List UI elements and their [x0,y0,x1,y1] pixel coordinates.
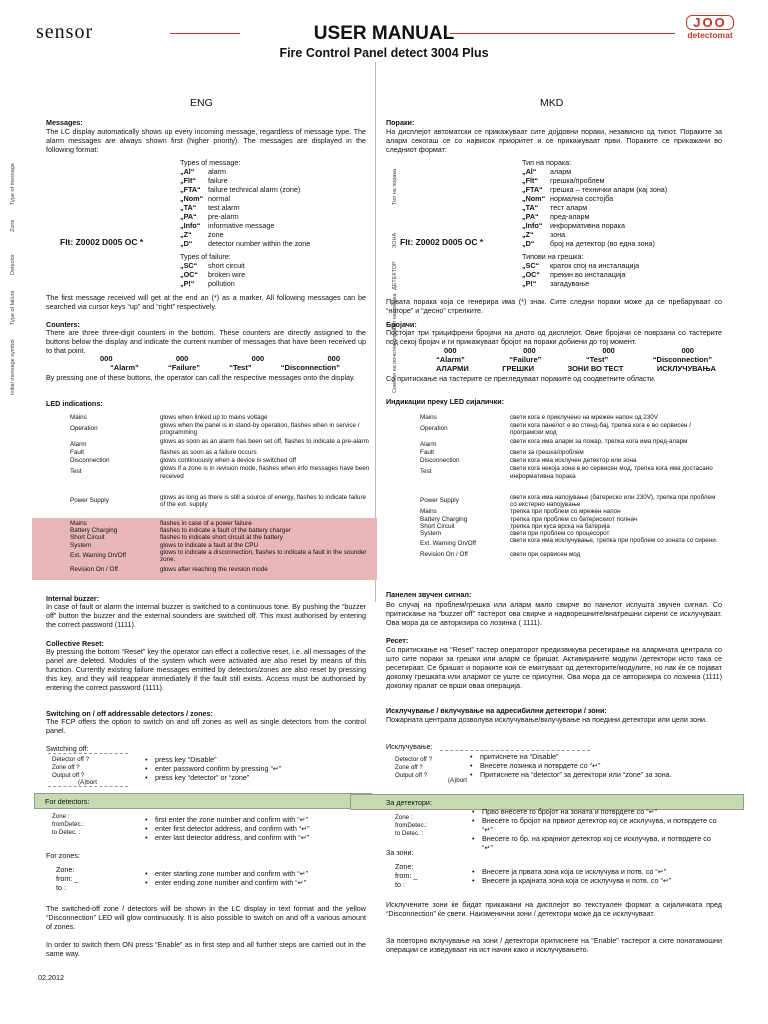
mkd-switch-head: Исклучување / вклучување на адресибилни детектори / зони: [386,706,607,715]
eng-counters-body: There are three three-digit counters in the bottom. These counters are directly assigned to the buttons below the display and indicate the current number of messages that have been received up to that point. [46,328,366,355]
eng-abort: (A)bort [78,779,97,786]
mkd-reset-body: Со притискање на “Reset” тастер операторот предизвикува ресетирање на алармната централа со што сите пораки за грешки или аларм се бришат. Активираните модули /детектори исто така се ресетираат. Се бришат и пораките кои се емитуваат од детекторите/модулите, но пак ќе се појават доколку грешката или алармот се уште се присутни. Ова мора да се авторизира со лозинка (1111) доколку пралат се врши оваа операција. [386,645,722,690]
side-label-initial: Initial message symbol [10,339,16,395]
eng-reset-head: Collective Reset: [46,639,104,648]
mkd-header: MKD [540,97,564,109]
eng-messages-head: Messages: [46,118,83,127]
mkd-menu: Detector off ? Zone off ? Output off ? [395,756,433,779]
eng-switch-head: Switching on / off addressable detectors / zones: [46,709,213,718]
mkd-switching-off: Исклучување: [386,742,433,751]
mkd-for-detectors-bar: За детектори: [350,794,744,810]
eng-switching-off: Switching off: [46,744,89,753]
mkd-det-steps: • Прво внесете го бројот на зоната и потврдете со “↵” • Внесете го бројот на првиот детектор кој се исклучува, и потврдете со “↵” • Внесете го бр. на крајниот детектор кој се исклучува, и потврдете со “↵” [482,807,722,852]
side-label-detector: Detector [10,254,16,275]
eng-counters-after: By pressing one of these buttons, the operator can call the respective messages onto the display. [46,373,356,382]
mkd-end-1: Исклучените зони ќе бидат прикажани на дисплејот во текстуален формат а сијаличката пред “Disconnection” ќе свети. Наизменични зони / детектори може да се исклучуваат. [386,900,722,918]
mkd-side-type: Тип на порака [392,168,398,205]
eng-det-form: Zone : fromDetec.: to Detec. : [52,813,84,836]
eng-messages-body: The LC display automatically shows up every incoming message, regardless of message type. The alarm messages are always shown first (higher priority). The messages are displayed in the following format: [46,127,366,154]
mkd-led-head: Индикации преку LED сијалички: [386,397,505,406]
doc-date: 02.2012 [38,973,64,982]
mkd-counters-head: Бројачи: [386,320,417,329]
eng-led-head: LED indications: [46,399,103,408]
side-label-zone: Zone [10,219,16,232]
mkd-zone-steps: • Внесете ја првата зона која се исклучува и потв. со “↵” • Внесете ја крајната зона која се исклучува и потв. со “↵” [482,867,722,885]
eng-switch-steps: • press key “Disable” • enter password confirm by pressing “↵” • press key “detector” or “zone” [155,755,281,782]
eng-types-list: „Al“ alarm „Flt“ failure „FTA“ failure technical alarm (zone) „Nom“ normal „TA“ test alarm „PA“ pre-alarm „Info“ informative message „Z“ zone „D“ detector number within the zone [180,167,311,248]
mkd-counter-labels: “Alarm” “Failure” “Test” “Disconnection” [436,355,712,364]
page-subtitle: Fire Control Panel detect 3004 Plus [279,46,489,60]
mkd-counters-after: Со притискање на тастерите се прегледуваат пораките од соодветните области. [386,374,656,383]
eng-buzzer-head: Internal buzzer: [46,594,100,603]
mkd-buzzer-head: Панелен звучен сигнал: [386,590,472,599]
mkd-end-2: За повторно вклучување на зони / детектори притиснете на “Enable” тастерот а сите понатамошни операции се изведуваат на ист начин како и исклучувањето. [386,936,722,954]
mkd-abort: (A)bort [448,777,467,784]
eng-end-2: In order to switch them ON press “Enable” as in first step and all further steps are carried out in the same way. [46,940,366,958]
mkd-for-zones: За зони: [386,848,414,857]
mkd-switch-steps: • притиснете на “Disable” • Внесете лозинка и потврдете со “↵” • Притиснете на “detector” за детектори или “zone” за зона. [480,752,672,779]
eng-switch-body: The FCP offers the option to switch on and off zones as well as single detectors from the control panel. [46,717,366,735]
eng-first-message: The first message received will get at the end an (*) as a marker. All following messages can be searched via cursor keys “up” and “right” respectively. [46,293,366,311]
eng-menu-frame-bottom [48,786,128,787]
eng-zone-steps: • enter starting zone number and confirm with “↵” • enter ending zone number and confirm with “↵” [155,869,308,887]
eng-for-zones: For zones: [46,851,80,860]
mkd-switch-body: Пожарната централа дозволува исклучување/вклучување на поедини детектори или цели зони. [386,715,708,724]
mkd-messages-body: На дисплејот автоматски се прикажуваат сите дојдовни пораки, независно од типот. Пораките за аларм секогаш се со највисок приоритет и се прикажуваат први. Пораките се прикажани во следниот формат: [386,127,722,154]
mkd-led-table: Mains свети кога е приклучено на мрежен напон од 230V Operation свети кога панелот е во стенд-бај, трепка кога е во сервисен / програмски мод Alarm свети кога има аларм за пожар, трепка кога има пред-аларм Fault свети за грешка/проблем Disconnection свети кога има исклучен детектор или зона Test свети кога некоја зона е во сервисен мод, трепка кога има достасано информативна порака Power Supply свети кога има напојување (батериско или 230V), трепка при проблем со екстерно напојување Mains трепка при проблем со мрежен напон Battery Charging трепка при проблем со батерискиот полнач Short Circuit трепка при куса врска на батерија System свети при проблем со процесорот Ext. Warning On/Off свети кога има исклучување, трепка при проблем со зоната со сирени. Revision On / Off свети при сервисен мод [420,414,718,558]
eng-for-detectors-bar: For detectors: [34,793,372,809]
eng-counter-labels: “Alarm” “Failure” “Test” “Disconnection” [110,363,340,372]
mkd-counter-values: 000 000 000 000 [444,346,694,355]
mkd-types-head: Тип на порака: [522,158,572,167]
eng-buzzer-body: In case of fault or alarm the internal buzzer is switched to a continuous tone. By pushing the “buzzer off” button the buzzer and the external sounders are switched off. This must authorised by entering the correct password (1111). [46,602,366,629]
eng-det-steps: • first enter the zone number and confirm with “↵” • enter first detector address, and confirm with “↵” • enter last detector address, and confirm with “↵” [155,815,310,842]
sensor-logo: sensor [36,21,94,43]
mkd-sample-message: Flt: Z0002 D005 OC * [400,237,484,247]
mkd-side-initial: Симбол на почетна порака [392,324,398,393]
detectomat-logo: JOO detectomat [687,15,733,40]
mkd-messages-head: Пораки: [386,118,415,127]
mkd-first-message: Првата порака која се генерира има (*) знак. Сите следни пораки може да се пребаруваат со “нагоре” и “десно” стрелките. [386,297,722,315]
eng-fail-list: „SC“ short circuit „OC“ broken wire „P!“ pollution [180,261,246,288]
eng-led-table-fault: Mains flashes in case of a power failure Battery Charging flashes to indicate a fault of the battery charger Short Circuit flashes to indicate short circuit at the battery System glows to indicate a fault at the CPU Ext. Warning On/Off glows to indicate a disconnection, flashes to indicate a fault in the sounder zone. Revision On / Off glows after reaching the revision mode [70,520,367,574]
eng-fail-head: Types of failure: [180,252,231,261]
eng-menu: Detector off ? Zone off ? Output off ? [52,756,90,779]
mkd-fail-head: Типови на грешка: [522,252,584,261]
mkd-side-zone: ЗОНА [392,232,398,248]
mkd-det-form: Zone : fromDetec.: to Detec. : [395,814,427,837]
mkd-types-list: „Al“ аларм „Flt“ грешка/проблем „FTA“ грешка – технички аларм (кај зона) „Nom“ нормална состојба „TA“ тест аларм „PA“ пред-аларм „Info“ информативна порака „Z“ зона „D“ број на детектор (во една зона) [522,167,668,248]
eng-menu-frame-top [48,753,128,754]
eng-sample-message: Flt: Z0002 D005 OC * [60,237,144,247]
mkd-side-detector: ДЕТЕКТОР [392,261,398,290]
mkd-buzzer-body: Во случај на проблем/грешка или аларм мало свирче во панелот испушта звучен сигнал. Со притискање на “buzzer off” тастерот ова свирче и надворешните/внатрешни сирени се исклучуваат. Ова мора да се авторизира со лозинка ( 1111). [386,600,722,627]
mkd-reset-head: Ресет: [386,636,409,645]
mkd-zone-form: Zone: from: _ to : [395,862,418,889]
eng-zone-form: Zone: from: _ to : [56,865,79,892]
side-label-failure: Type of failure [10,290,16,325]
mkd-counters-body: Постојат три трицифрени бројачи на дното од дисплејот. Овие бројачи се поврзани со тастерите под секој бројач и ги прикажуваат бројот на пораки добиени до тој момент. [386,328,722,346]
eng-end-1: The switched-off zone / detectors will be shown in the LC display in text format and the yellow “Disconnection” LED will glow continuously. It is also possible to switch on and off a various amount of zones. [46,904,366,931]
mkd-side-failure: Тип на грешка [392,293,398,330]
eng-header: ENG [190,97,213,109]
mkd-menu-frame-top [440,750,590,751]
mkd-fail-list: „SC“ краток спој на инсталација „OC“ прекин во инсталација „P!“ загадување [522,261,640,288]
eng-led-table: Mains glows when linked up to mains voltage Operation glows when the panel is in stand-by operation, flashes when in service / programming Alarm glows as soon as an alarm has been set off, flashes to indicate a pre-alarm Fault flashes as soon as a failure occurs Disconnection glows continuously when a device is switched off Test glows if a zone is in revision mode, flashes when info messages have been received Power Supply glows as long as there is still a source of energy, flashes to indicate failure of the ext. supply [70,414,370,509]
page-title: USER MANUAL [313,23,455,44]
eng-reset-body: By pressing the bottom “Reset” key the operator can effect a collective reset, i.e. all messages of the panel are deleted. Modules of the system which were activated are also reset by means of this function. Currently existing failure messages emitted by detectors/zones are also reset by pressing this key, and they will reappear immediately if the fault still exists. Access must be authorised by entering the correct password (1111). [46,647,366,692]
side-label-type: Type of message [10,163,16,205]
eng-counters-head: Counters: [46,320,80,329]
eng-types-head: Types of message: [180,158,241,167]
mkd-counter-mk: АЛАРМИ ГРЕШКИ ЗОНИ ВО ТЕСТ ИСКЛУЧУВАЊА [436,364,716,373]
eng-counter-values: 000 000 000 000 [100,354,340,363]
